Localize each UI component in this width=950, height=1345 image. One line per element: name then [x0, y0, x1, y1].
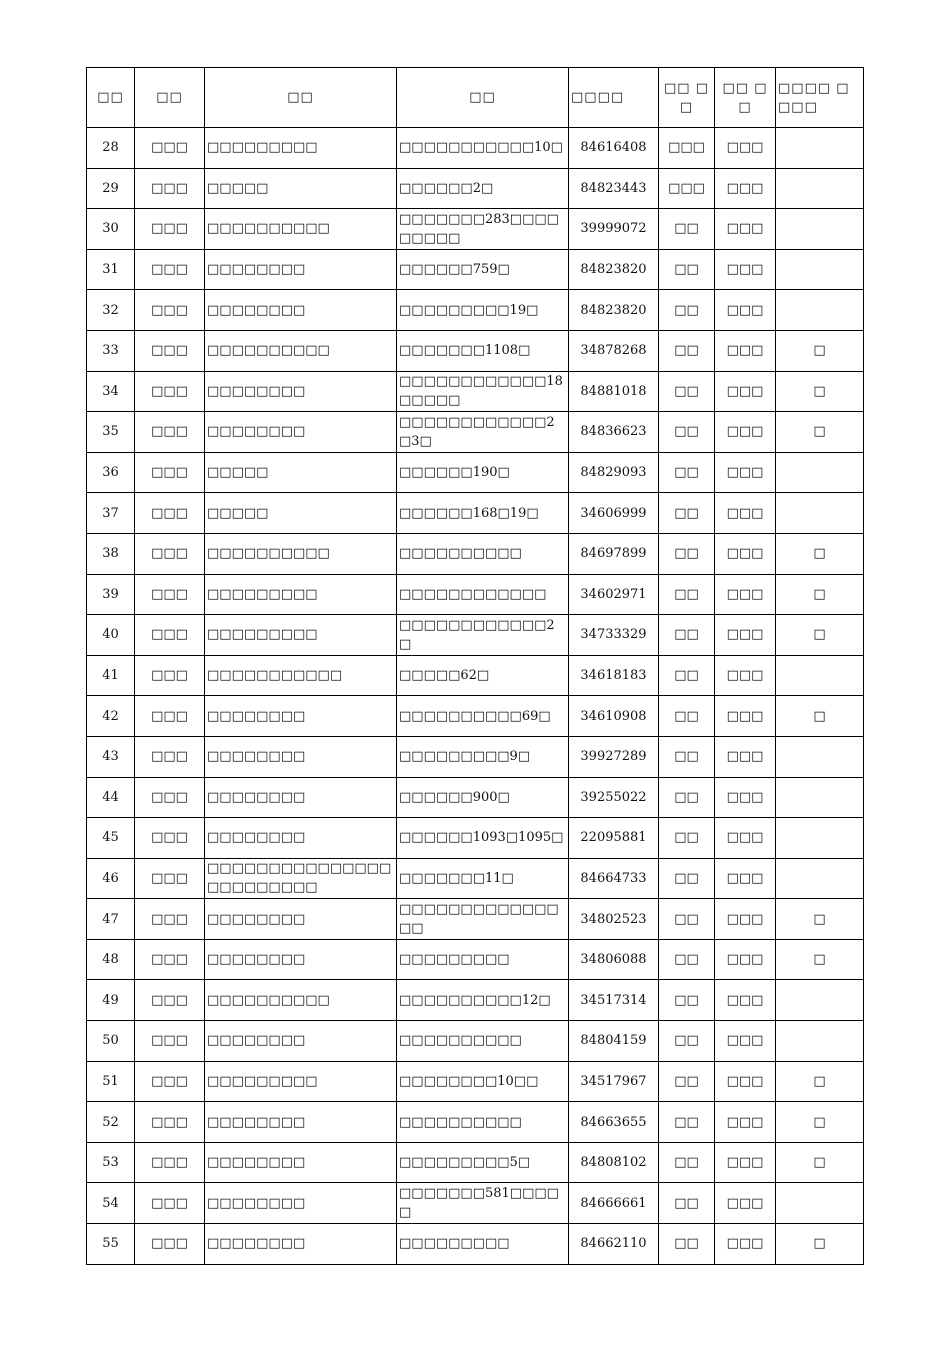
cell-no: 31 — [87, 249, 135, 290]
cell-flag — [776, 452, 864, 493]
cell-address: □□□□□□□□□□□□2□ — [397, 615, 569, 656]
cell-phone: 34806088 — [569, 939, 659, 980]
cell-level: □□□ — [715, 1224, 776, 1265]
table-row — [87, 1102, 864, 1143]
cell-address: □□□□□□1093□1095□ — [397, 818, 569, 859]
table-row — [87, 452, 864, 493]
cell-address: □□□□□□□□□□□10□ — [397, 128, 569, 169]
cell-type: □□ — [659, 371, 715, 412]
header-col-no: □□ — [87, 68, 135, 128]
cell-type: □□ — [659, 1102, 715, 1143]
cell-address: □□□□□□□581□□□□□ — [397, 1183, 569, 1224]
cell-type: □□ — [659, 330, 715, 371]
cell-level: □□□ — [715, 128, 776, 169]
cell-type: □□ — [659, 899, 715, 940]
table-row — [87, 330, 864, 371]
cell-name: □□□□□□□□□□ — [205, 533, 397, 574]
cell-level: □□□ — [715, 1061, 776, 1102]
cell-level: □□□ — [715, 574, 776, 615]
cell-level: □□□ — [715, 899, 776, 940]
cell-address: □□□□□□□□□ — [397, 1224, 569, 1265]
cell-name: □□□□□□□□ — [205, 1102, 397, 1143]
cell-flag: □ — [776, 696, 864, 737]
cell-address: □□□□□□190□ — [397, 452, 569, 493]
cell-type: □□ — [659, 1142, 715, 1183]
table-row — [87, 412, 864, 453]
cell-district: □□□ — [135, 818, 205, 859]
cell-phone: 34733329 — [569, 615, 659, 656]
cell-type: □□ — [659, 452, 715, 493]
cell-address: □□□□□□2□ — [397, 168, 569, 209]
cell-name: □□□□□ — [205, 168, 397, 209]
header-col-address: □□ — [397, 68, 569, 128]
cell-flag: □ — [776, 615, 864, 656]
cell-type: □□□ — [659, 168, 715, 209]
cell-flag — [776, 736, 864, 777]
cell-phone: 84666661 — [569, 1183, 659, 1224]
cell-district: □□□ — [135, 777, 205, 818]
header-col-district: □□ — [135, 68, 205, 128]
table-row — [87, 533, 864, 574]
cell-district: □□□ — [135, 615, 205, 656]
cell-level: □□□ — [715, 209, 776, 250]
table-row — [87, 615, 864, 656]
table-row — [87, 371, 864, 412]
cell-district: □□□ — [135, 1224, 205, 1265]
cell-flag: □ — [776, 939, 864, 980]
header-col-type: □□ □□ — [659, 68, 715, 128]
table-row — [87, 736, 864, 777]
cell-name: □□□□□□□□□□ — [205, 209, 397, 250]
cell-name: □□□□□□□□ — [205, 1224, 397, 1265]
cell-no: 33 — [87, 330, 135, 371]
cell-phone: 34602971 — [569, 574, 659, 615]
cell-no: 41 — [87, 655, 135, 696]
cell-address: □□□□□□168□19□ — [397, 493, 569, 534]
cell-no: 30 — [87, 209, 135, 250]
cell-phone: 84808102 — [569, 1142, 659, 1183]
cell-name: □□□□□ — [205, 493, 397, 534]
cell-level: □□□ — [715, 330, 776, 371]
cell-phone: 84823820 — [569, 290, 659, 331]
cell-type: □□ — [659, 615, 715, 656]
header-col-name: □□ — [205, 68, 397, 128]
cell-address: □□□□□□□□□□□□2□3□ — [397, 412, 569, 453]
table-row — [87, 696, 864, 737]
cell-name: □□□□□□□□ — [205, 696, 397, 737]
cell-phone: 34802523 — [569, 899, 659, 940]
cell-phone: 84881018 — [569, 371, 659, 412]
table-row — [87, 249, 864, 290]
cell-no: 46 — [87, 858, 135, 899]
table-row — [87, 1142, 864, 1183]
cell-address: □□□□□62□ — [397, 655, 569, 696]
cell-flag — [776, 168, 864, 209]
cell-district: □□□ — [135, 858, 205, 899]
cell-district: □□□ — [135, 168, 205, 209]
cell-address: □□□□□□□□10□□ — [397, 1061, 569, 1102]
cell-type: □□ — [659, 777, 715, 818]
table-row — [87, 290, 864, 331]
cell-flag: □ — [776, 899, 864, 940]
cell-name: □□□□□□□□□□□ — [205, 655, 397, 696]
cell-type: □□ — [659, 939, 715, 980]
cell-level: □□□ — [715, 655, 776, 696]
cell-type: □□ — [659, 493, 715, 534]
cell-phone: 34618183 — [569, 655, 659, 696]
table-row — [87, 1183, 864, 1224]
cell-district: □□□ — [135, 1183, 205, 1224]
table-row — [87, 858, 864, 899]
cell-no: 37 — [87, 493, 135, 534]
cell-district: □□□ — [135, 330, 205, 371]
cell-address: □□□□□□□□□□□□18□□□□□ — [397, 371, 569, 412]
cell-level: □□□ — [715, 696, 776, 737]
cell-name: □□□□□□□□ — [205, 412, 397, 453]
cell-flag: □ — [776, 1142, 864, 1183]
cell-district: □□□ — [135, 412, 205, 453]
cell-address: □□□□□□900□ — [397, 777, 569, 818]
cell-no: 51 — [87, 1061, 135, 1102]
cell-district: □□□ — [135, 493, 205, 534]
cell-level: □□□ — [715, 736, 776, 777]
cell-no: 40 — [87, 615, 135, 656]
cell-flag — [776, 249, 864, 290]
cell-flag: □ — [776, 371, 864, 412]
cell-district: □□□ — [135, 1142, 205, 1183]
table-row — [87, 168, 864, 209]
cell-district: □□□ — [135, 696, 205, 737]
cell-phone: 84662110 — [569, 1224, 659, 1265]
cell-level: □□□ — [715, 249, 776, 290]
cell-phone: 84823443 — [569, 168, 659, 209]
cell-type: □□ — [659, 209, 715, 250]
cell-district: □□□ — [135, 980, 205, 1021]
table-row — [87, 655, 864, 696]
header-col-level: □□ □□ — [715, 68, 776, 128]
cell-district: □□□ — [135, 1021, 205, 1062]
cell-type: □□ — [659, 818, 715, 859]
cell-no: 48 — [87, 939, 135, 980]
cell-address: □□□□□□□□□□12□ — [397, 980, 569, 1021]
cell-flag — [776, 655, 864, 696]
cell-district: □□□ — [135, 655, 205, 696]
cell-type: □□ — [659, 290, 715, 331]
cell-type: □□ — [659, 858, 715, 899]
cell-flag: □ — [776, 574, 864, 615]
cell-no: 35 — [87, 412, 135, 453]
cell-phone: 34610908 — [569, 696, 659, 737]
cell-phone: 34517314 — [569, 980, 659, 1021]
cell-type: □□ — [659, 1021, 715, 1062]
cell-district: □□□ — [135, 452, 205, 493]
cell-phone: 39927289 — [569, 736, 659, 777]
cell-flag — [776, 980, 864, 1021]
cell-type: □□ — [659, 655, 715, 696]
cell-name: □□□□□□□□□ — [205, 128, 397, 169]
cell-address: □□□□□□□□□□□□ — [397, 574, 569, 615]
cell-no: 42 — [87, 696, 135, 737]
cell-no: 53 — [87, 1142, 135, 1183]
cell-flag — [776, 818, 864, 859]
cell-address: □□□□□□□1108□ — [397, 330, 569, 371]
cell-name: □□□□□□□□ — [205, 939, 397, 980]
cell-flag: □ — [776, 1224, 864, 1265]
cell-flag: □ — [776, 412, 864, 453]
cell-phone: 84829093 — [569, 452, 659, 493]
cell-level: □□□ — [715, 1102, 776, 1143]
cell-district: □□□ — [135, 290, 205, 331]
cell-no: 34 — [87, 371, 135, 412]
cell-flag — [776, 209, 864, 250]
header-col-flag: □□□□ □□□□ — [776, 68, 864, 128]
cell-no: 45 — [87, 818, 135, 859]
table-row — [87, 777, 864, 818]
cell-no: 55 — [87, 1224, 135, 1265]
cell-district: □□□ — [135, 899, 205, 940]
cell-address: □□□□□□□□□□69□ — [397, 696, 569, 737]
cell-type: □□ — [659, 696, 715, 737]
cell-type: □□ — [659, 412, 715, 453]
cell-level: □□□ — [715, 980, 776, 1021]
cell-name: □□□□□□□□□□ — [205, 980, 397, 1021]
cell-type: □□ — [659, 1183, 715, 1224]
cell-district: □□□ — [135, 128, 205, 169]
table-row — [87, 209, 864, 250]
cell-no: 28 — [87, 128, 135, 169]
cell-type: □□ — [659, 249, 715, 290]
cell-phone: 84804159 — [569, 1021, 659, 1062]
cell-type: □□ — [659, 736, 715, 777]
cell-phone: 34606999 — [569, 493, 659, 534]
cell-level: □□□ — [715, 533, 776, 574]
cell-flag — [776, 493, 864, 534]
cell-name: □□□□□□□□ — [205, 818, 397, 859]
cell-no: 38 — [87, 533, 135, 574]
cell-flag — [776, 1183, 864, 1224]
cell-flag — [776, 290, 864, 331]
cell-flag — [776, 858, 864, 899]
cell-no: 29 — [87, 168, 135, 209]
table-row — [87, 493, 864, 534]
cell-level: □□□ — [715, 615, 776, 656]
cell-level: □□□ — [715, 412, 776, 453]
cell-district: □□□ — [135, 249, 205, 290]
table-row — [87, 818, 864, 859]
cell-no: 47 — [87, 899, 135, 940]
cell-flag: □ — [776, 533, 864, 574]
cell-name: □□□□□□□□ — [205, 736, 397, 777]
cell-address: □□□□□□□□□□ — [397, 1102, 569, 1143]
cell-phone: 39255022 — [569, 777, 659, 818]
header-row — [87, 68, 864, 128]
cell-address: □□□□□□□283□□□□□□□□□ — [397, 209, 569, 250]
cell-address: □□□□□□759□ — [397, 249, 569, 290]
cell-flag — [776, 777, 864, 818]
cell-address: □□□□□□□□□□□□□□□ — [397, 899, 569, 940]
cell-district: □□□ — [135, 1102, 205, 1143]
cell-address: □□□□□□□11□ — [397, 858, 569, 899]
cell-level: □□□ — [715, 858, 776, 899]
cell-address: □□□□□□□□□□ — [397, 1021, 569, 1062]
cell-level: □□□ — [715, 371, 776, 412]
cell-district: □□□ — [135, 939, 205, 980]
cell-phone: 22095881 — [569, 818, 659, 859]
cell-phone: 84697899 — [569, 533, 659, 574]
cell-type: □□ — [659, 1061, 715, 1102]
cell-name: □□□□□□□□ — [205, 290, 397, 331]
cell-phone: 39999072 — [569, 209, 659, 250]
cell-name: □□□□□□□□□ — [205, 615, 397, 656]
cell-phone: 34878268 — [569, 330, 659, 371]
table-row — [87, 128, 864, 169]
cell-no: 44 — [87, 777, 135, 818]
cell-no: 36 — [87, 452, 135, 493]
table-row — [87, 1021, 864, 1062]
header-col-phone: □□□□ — [569, 68, 659, 128]
cell-address: □□□□□□□□□19□ — [397, 290, 569, 331]
cell-address: □□□□□□□□□9□ — [397, 736, 569, 777]
cell-phone: 84836623 — [569, 412, 659, 453]
cell-level: □□□ — [715, 168, 776, 209]
cell-no: 32 — [87, 290, 135, 331]
cell-flag — [776, 128, 864, 169]
cell-district: □□□ — [135, 1061, 205, 1102]
cell-type: □□ — [659, 1224, 715, 1265]
cell-name: □□□□□□□□□ — [205, 1061, 397, 1102]
cell-level: □□□ — [715, 493, 776, 534]
cell-name: □□□□□□□□ — [205, 899, 397, 940]
cell-level: □□□ — [715, 1021, 776, 1062]
cell-district: □□□ — [135, 574, 205, 615]
cell-level: □□□ — [715, 1142, 776, 1183]
cell-phone: 34517967 — [569, 1061, 659, 1102]
cell-type: □□ — [659, 574, 715, 615]
cell-name: □□□□□□□□ — [205, 371, 397, 412]
cell-phone: 84663655 — [569, 1102, 659, 1143]
cell-address: □□□□□□□□□5□ — [397, 1142, 569, 1183]
cell-type: □□□ — [659, 128, 715, 169]
cell-name: □□□□□ — [205, 452, 397, 493]
cell-district: □□□ — [135, 533, 205, 574]
cell-name: □□□□□□□□ — [205, 1021, 397, 1062]
cell-name: □□□□□□□□ — [205, 1183, 397, 1224]
table-row — [87, 899, 864, 940]
table-row — [87, 1224, 864, 1265]
table-row — [87, 574, 864, 615]
cell-phone: 84823820 — [569, 249, 659, 290]
cell-type: □□ — [659, 533, 715, 574]
cell-district: □□□ — [135, 209, 205, 250]
cell-no: 43 — [87, 736, 135, 777]
cell-no: 39 — [87, 574, 135, 615]
cell-district: □□□ — [135, 371, 205, 412]
table-row — [87, 939, 864, 980]
cell-no: 49 — [87, 980, 135, 1021]
cell-level: □□□ — [715, 290, 776, 331]
cell-flag — [776, 1021, 864, 1062]
cell-level: □□□ — [715, 777, 776, 818]
cell-name: □□□□□□□□ — [205, 249, 397, 290]
cell-name: □□□□□□□□□□ — [205, 330, 397, 371]
cell-no: 50 — [87, 1021, 135, 1062]
table-row — [87, 980, 864, 1021]
cell-flag: □ — [776, 1102, 864, 1143]
cell-level: □□□ — [715, 1183, 776, 1224]
table-body — [87, 128, 864, 1265]
cell-name: □□□□□□□□ — [205, 1142, 397, 1183]
cell-phone: 84664733 — [569, 858, 659, 899]
table-row — [87, 1061, 864, 1102]
cell-flag: □ — [776, 330, 864, 371]
cell-no: 54 — [87, 1183, 135, 1224]
cell-phone: 84616408 — [569, 128, 659, 169]
cell-type: □□ — [659, 980, 715, 1021]
cell-address: □□□□□□□□□ — [397, 939, 569, 980]
cell-name: □□□□□□□□ — [205, 777, 397, 818]
cell-name: □□□□□□□□□ — [205, 574, 397, 615]
cell-flag: □ — [776, 1061, 864, 1102]
cell-district: □□□ — [135, 736, 205, 777]
cell-name: □□□□□□□□□□□□□□□□□□□□□□□□ — [205, 858, 397, 899]
cell-address: □□□□□□□□□□ — [397, 533, 569, 574]
data-table — [86, 67, 864, 1265]
cell-no: 52 — [87, 1102, 135, 1143]
cell-level: □□□ — [715, 818, 776, 859]
cell-level: □□□ — [715, 939, 776, 980]
cell-level: □□□ — [715, 452, 776, 493]
